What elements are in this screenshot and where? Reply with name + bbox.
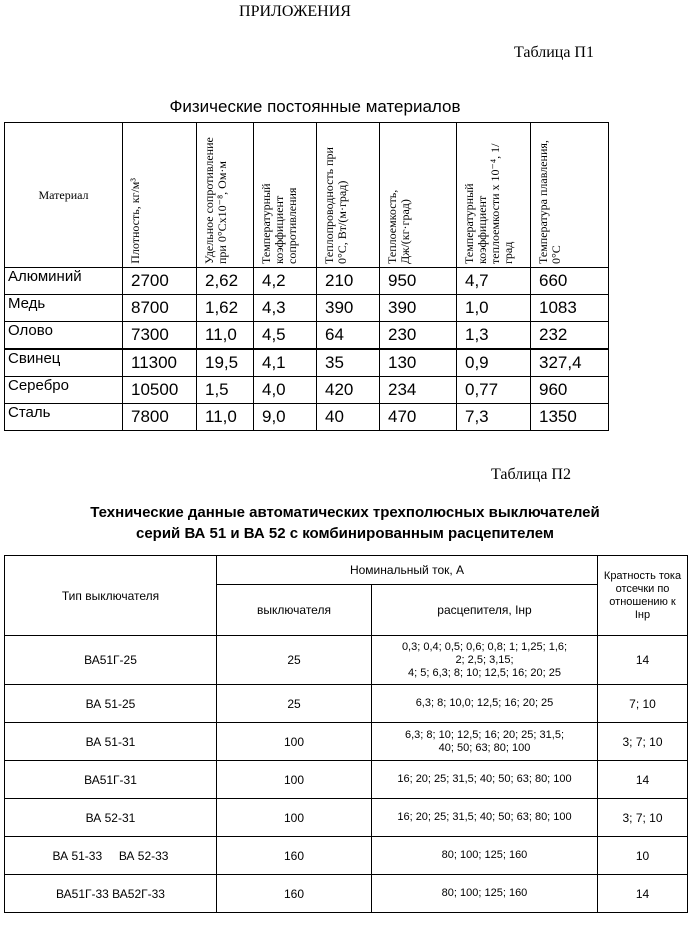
column-header-temp-coefficient: Температурный коэффициент сопротивления bbox=[254, 123, 317, 268]
table-row bbox=[5, 349, 609, 377]
cell-breaker-current: 25 bbox=[217, 685, 372, 723]
release-line: 80; 100; 125; 160 bbox=[441, 887, 528, 899]
table2-title-line1: Технические данные автоматических трехполюсных выключателей bbox=[90, 504, 600, 521]
cell-melting-point: 1083 bbox=[531, 295, 609, 322]
release-line: 2; 2,5; 3,15; bbox=[455, 653, 514, 666]
cell-heat-capacity-coefficient: 1,3 bbox=[457, 322, 531, 350]
cell-heat-capacity: 234 bbox=[380, 377, 457, 404]
cell-breaker-current: 160 bbox=[217, 837, 372, 875]
cell-heat-capacity-coefficient: 0,9 bbox=[457, 349, 531, 377]
column-header-cutoff-ratio: Кратность тока отсечки по отношению к Iнр bbox=[598, 556, 688, 636]
cell-thermal-conductivity: 420 bbox=[317, 377, 380, 404]
cell-heat-capacity-coefficient: 1,0 bbox=[457, 295, 531, 322]
column-header-heat-capacity: Теплоемкость, Дж/(кг·град) bbox=[380, 123, 457, 268]
table-row bbox=[5, 322, 609, 350]
breakers-table-header bbox=[5, 556, 688, 585]
cell-resistivity: 11,0 bbox=[197, 322, 254, 350]
cell-cutoff-ratio: 10 bbox=[598, 837, 688, 875]
column-header-material: Материал bbox=[5, 123, 123, 268]
cell-material: Медь bbox=[5, 295, 123, 322]
cell-melting-point: 660 bbox=[531, 268, 609, 295]
cell-cutoff-ratio: 3; 7; 10 bbox=[598, 723, 688, 761]
cell-heat-capacity-coefficient: 7,3 bbox=[457, 404, 531, 431]
cell-release-current bbox=[372, 636, 598, 685]
column-header-breaker-type: Тип выключателя bbox=[5, 556, 217, 636]
table2-title bbox=[0, 502, 690, 544]
cell-temp-coefficient: 4,0 bbox=[254, 377, 317, 404]
table-row bbox=[5, 268, 609, 295]
materials-table-header bbox=[5, 123, 609, 268]
cell-breaker-current: 25 bbox=[217, 636, 372, 685]
table-row bbox=[5, 799, 688, 837]
column-header-thermal-conductivity: Теплопроводность при 0°С, Вт/(м·град) bbox=[317, 123, 380, 268]
cell-thermal-conductivity: 390 bbox=[317, 295, 380, 322]
cell-resistivity: 1,5 bbox=[197, 377, 254, 404]
release-line: 6,3; 8; 10; 12,5; 16; 20; 25; 31,5; bbox=[404, 728, 564, 741]
table1-caption: Физические постоянные материалов bbox=[169, 97, 461, 116]
cell-density: 10500 bbox=[123, 377, 197, 404]
cell-release-current bbox=[372, 761, 598, 799]
table-row bbox=[5, 837, 688, 875]
cell-melting-point: 327,4 bbox=[531, 349, 609, 377]
cell-melting-point: 1350 bbox=[531, 404, 609, 431]
cell-thermal-conductivity: 40 bbox=[317, 404, 380, 431]
table2-number: Таблица П2 bbox=[491, 466, 571, 483]
cell-temp-coefficient: 4,2 bbox=[254, 268, 317, 295]
cell-breaker-type: ВА51Г-25 bbox=[5, 636, 217, 685]
cell-heat-capacity: 470 bbox=[380, 404, 457, 431]
cell-heat-capacity: 390 bbox=[380, 295, 457, 322]
cell-breaker-type: ВА 51-33 ВА 52-33 bbox=[5, 837, 217, 875]
cell-heat-capacity: 130 bbox=[380, 349, 457, 377]
cell-resistivity: 2,62 bbox=[197, 268, 254, 295]
cell-breaker-type: ВА51Г-31 bbox=[5, 761, 217, 799]
column-header-nominal-current: Номинальный ток, А bbox=[217, 556, 598, 585]
cell-material: Олово bbox=[5, 322, 123, 350]
cell-breaker-current: 100 bbox=[217, 761, 372, 799]
cell-breaker-current: 100 bbox=[217, 723, 372, 761]
cell-thermal-conductivity: 210 bbox=[317, 268, 380, 295]
release-line: 16; 20; 25; 31,5; 40; 50; 63; 80; 100 bbox=[397, 773, 572, 785]
cell-resistivity: 19,5 bbox=[197, 349, 254, 377]
cell-breaker-current: 100 bbox=[217, 799, 372, 837]
cell-melting-point: 960 bbox=[531, 377, 609, 404]
appendix-title: ПРИЛОЖЕНИЯ bbox=[239, 3, 351, 20]
release-line: 0,3; 0,4; 0,5; 0,6; 0,8; 1; 1,25; 1,6; bbox=[401, 640, 568, 653]
cell-material: Серебро bbox=[5, 377, 123, 404]
cell-thermal-conductivity: 64 bbox=[317, 322, 380, 350]
table1-number: Таблица П1 bbox=[514, 44, 594, 61]
cell-heat-capacity-coefficient: 0,77 bbox=[457, 377, 531, 404]
release-line: 4; 5; 6,3; 8; 10; 12,5; 16; 20; 25 bbox=[408, 666, 561, 679]
release-line: 80; 100; 125; 160 bbox=[441, 849, 528, 861]
column-header-breaker-current: выключателя bbox=[217, 585, 372, 636]
column-header-resistivity: Удельное сопротивление при 0°Сх10⁻⁸, Ом·м bbox=[197, 123, 254, 268]
cell-density: 7800 bbox=[123, 404, 197, 431]
cell-temp-coefficient: 4,5 bbox=[254, 322, 317, 350]
materials-table bbox=[4, 122, 609, 431]
column-header-heat-capacity-coefficient: Температурный коэффициент теплоемкости х 10⁻⁴, 1/град bbox=[457, 123, 531, 268]
cell-release-current bbox=[372, 875, 598, 913]
table-row bbox=[5, 761, 688, 799]
cell-release-current bbox=[372, 799, 598, 837]
column-header-density: Плотность, кг/м³ bbox=[123, 123, 197, 268]
cell-temp-coefficient: 9,0 bbox=[254, 404, 317, 431]
table-row bbox=[5, 875, 688, 913]
cell-breaker-current: 160 bbox=[217, 875, 372, 913]
breakers-table bbox=[4, 555, 688, 913]
cell-density: 8700 bbox=[123, 295, 197, 322]
cell-temp-coefficient: 4,3 bbox=[254, 295, 317, 322]
cell-breaker-type: ВА51Г-33 ВА52Г-33 bbox=[5, 875, 217, 913]
column-header-melting-point: Температура плавления, 0°С bbox=[531, 123, 609, 268]
cell-cutoff-ratio: 14 bbox=[598, 636, 688, 685]
cell-melting-point: 232 bbox=[531, 322, 609, 350]
column-header-release-current: расцепителя, Iнр bbox=[372, 585, 598, 636]
cell-cutoff-ratio: 14 bbox=[598, 761, 688, 799]
cell-release-current bbox=[372, 837, 598, 875]
release-line: 6,3; 8; 10,0; 12,5; 16; 20; 25 bbox=[415, 697, 554, 709]
cell-release-current bbox=[372, 685, 598, 723]
cell-heat-capacity-coefficient: 4,7 bbox=[457, 268, 531, 295]
table-row bbox=[5, 685, 688, 723]
cell-density: 7300 bbox=[123, 322, 197, 350]
cell-material: Алюминий bbox=[5, 268, 123, 295]
release-line: 16; 20; 25; 31,5; 40; 50; 63; 80; 100 bbox=[397, 811, 572, 823]
cell-heat-capacity: 950 bbox=[380, 268, 457, 295]
cell-resistivity: 1,62 bbox=[197, 295, 254, 322]
table-row bbox=[5, 295, 609, 322]
cell-resistivity: 11,0 bbox=[197, 404, 254, 431]
table-row bbox=[5, 723, 688, 761]
cell-cutoff-ratio: 14 bbox=[598, 875, 688, 913]
cell-material: Свинец bbox=[5, 349, 123, 377]
cell-cutoff-ratio: 7; 10 bbox=[598, 685, 688, 723]
table2-title-line2: серий ВА 51 и ВА 52 с комбинированным расцепителем bbox=[135, 525, 554, 542]
cell-breaker-type: ВА 51-25 bbox=[5, 685, 217, 723]
cell-density: 2700 bbox=[123, 268, 197, 295]
cell-release-current bbox=[372, 723, 598, 761]
cell-cutoff-ratio: 3; 7; 10 bbox=[598, 799, 688, 837]
cell-material: Сталь bbox=[5, 404, 123, 431]
cell-thermal-conductivity: 35 bbox=[317, 349, 380, 377]
cell-heat-capacity: 230 bbox=[380, 322, 457, 350]
cell-density: 11300 bbox=[123, 349, 197, 377]
table-row bbox=[5, 636, 688, 685]
table-row bbox=[5, 377, 609, 404]
release-line: 40; 50; 63; 80; 100 bbox=[438, 741, 531, 754]
table-row bbox=[5, 404, 609, 431]
cell-temp-coefficient: 4,1 bbox=[254, 349, 317, 377]
cell-breaker-type: ВА 51-31 bbox=[5, 723, 217, 761]
cell-breaker-type: ВА 52-31 bbox=[5, 799, 217, 837]
